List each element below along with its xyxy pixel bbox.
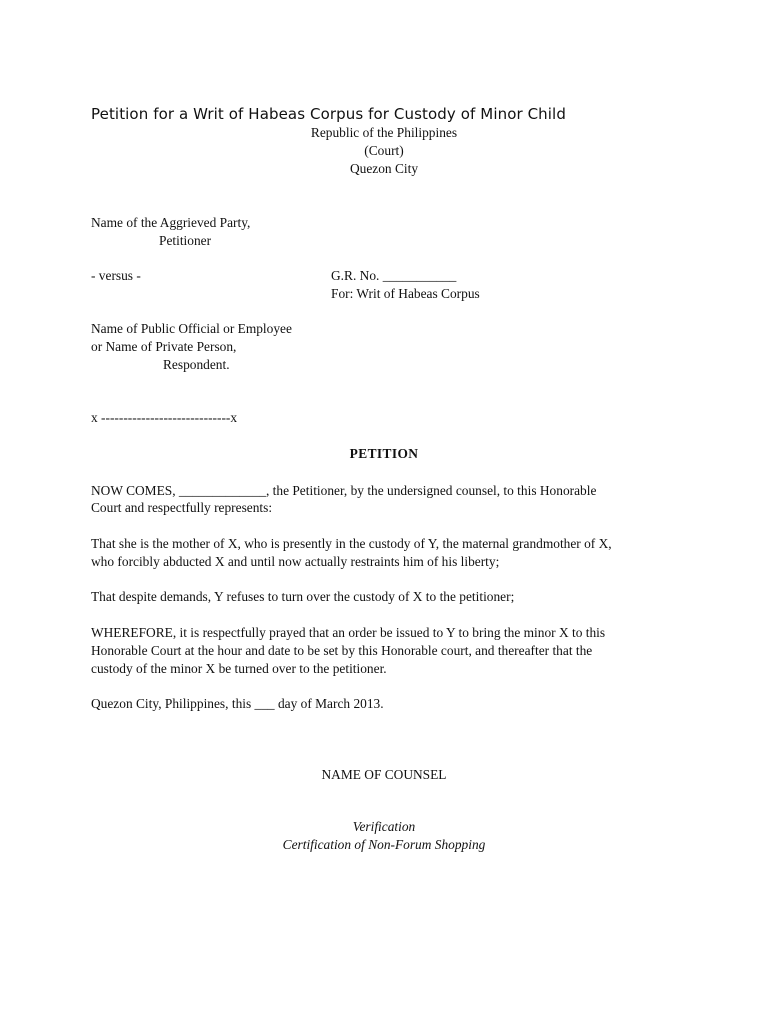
- petition-heading: PETITION: [349, 446, 419, 461]
- paragraph-1-line-1: NOW COMES, _____________, the Petitioner, by the undersigned counsel, to this Honorable: [91, 483, 597, 498]
- certification-label: Certification of Non-Forum Shopping: [282, 837, 486, 852]
- paragraph-4-line-1: WHEREFORE, it is respectfully prayed that an order be issued to Y to bring the minor X to this: [91, 625, 606, 640]
- case-for: For: Writ of Habeas Corpus: [331, 286, 480, 301]
- paragraph-3-line-1: That despite demands, Y refuses to turn over the custody of X to the petitioner;: [91, 589, 515, 604]
- verification-label: Verification: [352, 819, 416, 834]
- date-line: Quezon City, Philippines, this ___ day of March 2013.: [91, 696, 384, 711]
- caption-separator: x -----------------------------x: [91, 410, 238, 425]
- header-court: (Court): [364, 143, 404, 158]
- paragraph-2-line-2: who forcibly abducted X and until now actually restraints him of his liberty;: [91, 554, 500, 569]
- document-title: Petition for a Writ of Habeas Corpus for Custody of Minor Child: [91, 105, 566, 123]
- versus-text: - versus -: [91, 268, 141, 283]
- paragraph-4-line-2: Honorable Court at the hour and date to be set by this Honorable court, and thereafter that the: [91, 643, 593, 658]
- petitioner-role: Petitioner: [159, 233, 212, 248]
- header-republic: Republic of the Philippines: [310, 125, 458, 140]
- paragraph-4-line-3: custody of the minor X be turned over to the petitioner.: [91, 661, 387, 676]
- respondent-line-2: or Name of Private Person,: [91, 339, 237, 354]
- paragraph-1-line-2: Court and respectfully represents:: [91, 500, 273, 515]
- counsel-signature: NAME OF COUNSEL: [321, 767, 447, 782]
- respondent-line-1: Name of Public Official or Employee: [91, 321, 292, 336]
- petitioner-name: Name of the Aggrieved Party,: [91, 215, 251, 230]
- gr-number: G.R. No. ___________: [331, 268, 457, 283]
- paragraph-2-line-1: That she is the mother of X, who is presently in the custody of Y, the maternal grandmother of X,: [91, 536, 612, 551]
- respondent-role: Respondent.: [163, 357, 230, 372]
- header-city: Quezon City: [349, 161, 419, 176]
